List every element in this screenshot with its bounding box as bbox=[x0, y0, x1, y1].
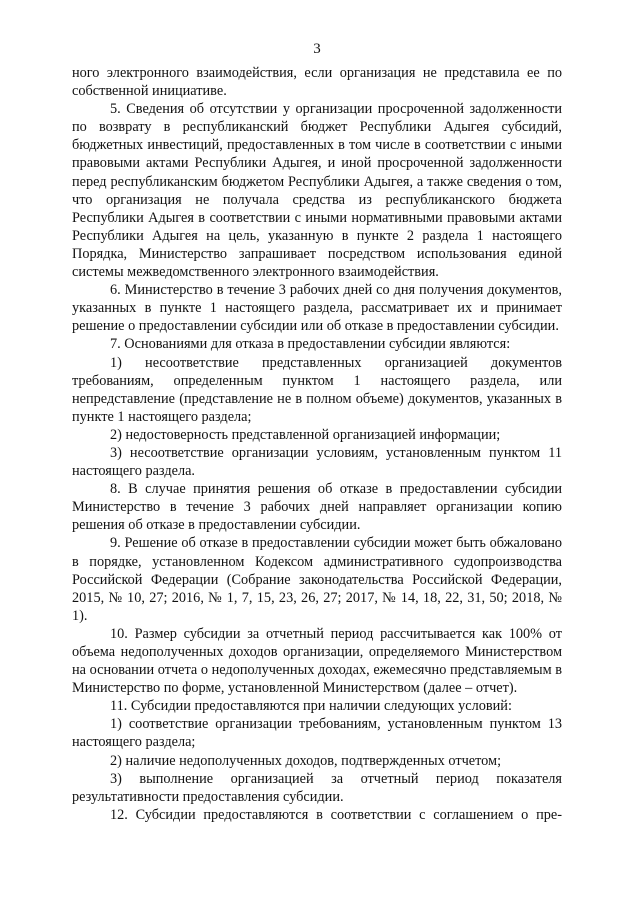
paragraph: ного электронного взаимодействия, если организация не представила ее по собственной инициативе. bbox=[72, 65, 562, 100]
paragraph: 2) недостоверность представленной организацией информации; bbox=[110, 426, 501, 443]
paragraph: 10. Размер субсидии за отчетный период рассчитывается как 100% от объема недополученных доходов организации, определяемого Министерством на основании отчета о недополученных доходах, ежемесячно представляемым в Министерство по форме, установленной Министерством (далее – отчет). bbox=[72, 625, 562, 697]
paragraph: 3) выполнение организацией за отчетный период показателя результативности предоставления субсидии. bbox=[72, 770, 562, 805]
paragraph: 1) соответствие организации требованиям, установленным пунктом 13 настоящего раздела; bbox=[72, 716, 562, 751]
paragraph: 12. Субсидии предоставляются в соответствии с соглашением о пре- bbox=[110, 806, 562, 823]
paragraph: 6. Министерство в течение 3 рабочих дней со дня получения документов, указанных в пункте 1 настоящего раздела, рассматривает их и принимает решение о предоставлении субсидии или об отказе в предоставлении субсидии. bbox=[72, 282, 562, 335]
paragraph: 9. Решение об отказе в предоставлении субсидии может быть обжаловано в порядке, установленном Кодексом административного судопроизводства Российской Федерации (Собрание законодательства Российской Федерации, 2015, № 10, 27; 2016, № 1, 7, 15, 23, 26, 27; 2017, № 14, 18, 22, 31, 50; 2018, № 1). bbox=[72, 535, 562, 624]
paragraph: 11. Субсидии предоставляются при наличии следующих условий: bbox=[110, 698, 512, 715]
paragraph: 2) наличие недополученных доходов, подтвержденных отчетом; bbox=[110, 752, 502, 769]
page-number: 3 bbox=[313, 41, 321, 57]
paragraph: 3) несоответствие организации условиям, установленным пунктом 11 настоящего раздела. bbox=[72, 444, 562, 480]
paragraph: 1) несоответствие представленных организацией документов требованиям, определенным пунктом 1 настоящего раздела, или непредставление (представление не в полном объеме) документов, указанных в пункте 1 настоящего раздела; bbox=[72, 354, 562, 425]
document-body bbox=[72, 64, 562, 824]
paragraph: 5. Сведения об отсутствии у организации просроченной задолженности по возврату в республиканский бюджет Республики Адыгея субсидий, бюджетных инвестиций, предоставленных в том числе в соответствии с иными правовыми актами Республики Адыгея, и иной просроченной задолженности перед республиканским бюджетом Республики Адыгея, а также сведения о том, что организация не получала средства из республиканского бюджета Республики Адыгея в соответствии с иными нормативными правовыми актами Республики Адыгея на цель, указанную в пункте 2 раздела 1 настоящего Порядка, Министерство запрашивает посредством использования единой системы межведомственного электронного взаимодействия. bbox=[72, 101, 562, 281]
paragraph: 8. В случае принятия решения об отказе в предоставлении субсидии Министерство в течение 3 рабочих дней направляет организации копию решения об отказе в предоставлении субсидии. bbox=[72, 481, 562, 534]
paragraph: 7. Основаниями для отказа в предоставлении субсидии являются: bbox=[110, 336, 511, 353]
